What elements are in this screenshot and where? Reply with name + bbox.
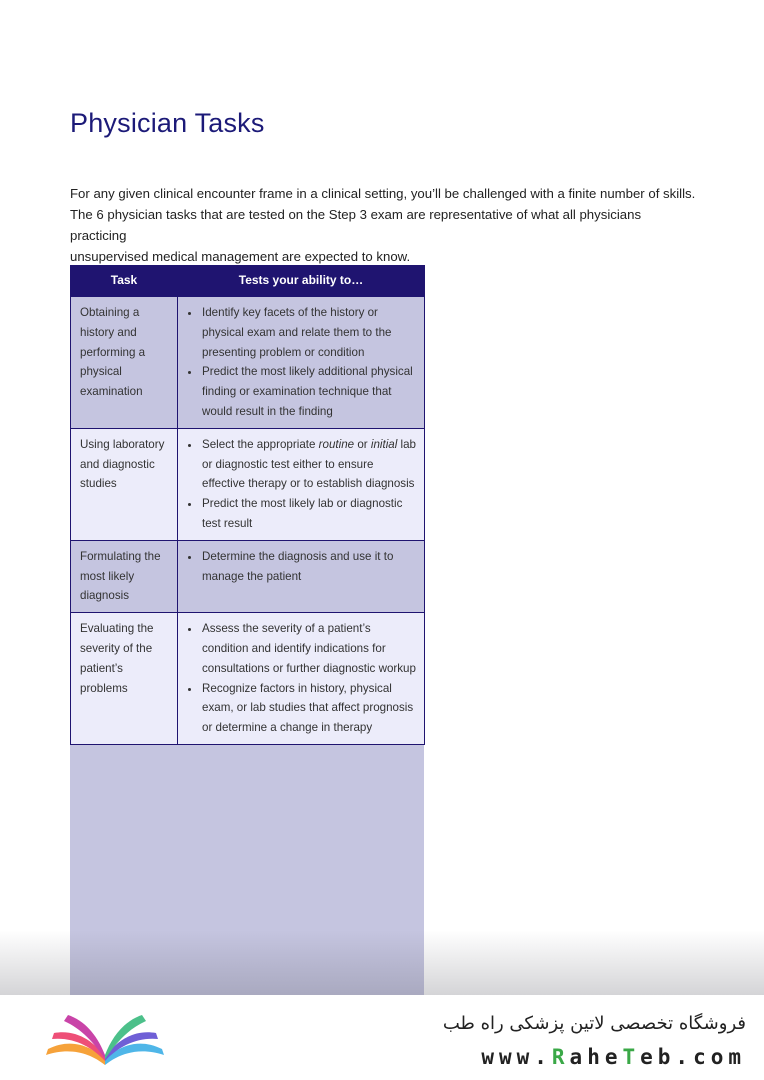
tests-cell <box>178 297 425 429</box>
intro-paragraph <box>70 183 700 267</box>
intro-line: The 6 physician tasks that are tested on the Step 3 exam are representative of what all physicians practicing <box>70 207 642 243</box>
table-row <box>71 540 425 612</box>
list-item: • Predict the most likely additional physical finding or examination technique that would result in the finding <box>201 362 418 421</box>
physician-tasks-table <box>70 265 425 745</box>
bullet-list <box>187 619 418 738</box>
task-cell: Obtaining a history and performing a physical examination <box>71 297 178 429</box>
emphasis-text: routine <box>318 437 355 451</box>
list-item: • Assess the severity of a patient’s condition and identify indications for consultations or further diagnostic workup <box>201 619 418 678</box>
bullet-list <box>187 547 418 587</box>
intro-line: For any given clinical encounter frame in a clinical setting, you’ll be challenged with a finite number of skills. <box>70 186 696 201</box>
shop-name-text: فروشگاه تخصصی لاتین پزشکی راه طب <box>442 1013 746 1034</box>
table-row <box>71 428 425 540</box>
list-item-text: or <box>354 437 371 451</box>
website-url[interactable] <box>481 1045 746 1069</box>
tests-cell <box>178 613 425 745</box>
table-row <box>71 297 425 429</box>
page-title: Physician Tasks <box>70 108 265 138</box>
footer-shadow <box>0 930 764 1000</box>
list-item-text: Select the appropriate <box>202 437 319 451</box>
column-header-task: Task <box>71 266 178 297</box>
open-book-logo-icon <box>42 1007 168 1069</box>
table-row <box>71 613 425 745</box>
url-part: eb.com <box>640 1045 746 1069</box>
url-part: ahe <box>569 1045 623 1069</box>
list-item: • Predict the most likely lab or diagnostic test result <box>201 494 418 534</box>
list-item <box>201 435 418 494</box>
column-header-tests: Tests your ability to… <box>178 266 425 297</box>
tests-cell <box>178 540 425 612</box>
footer-banner <box>0 995 764 1080</box>
bullet-list <box>187 303 418 422</box>
tests-cell <box>178 428 425 540</box>
table-header-row <box>71 266 425 297</box>
intro-line: unsupervised medical management are expected to know. <box>70 249 411 264</box>
task-cell: Evaluating the severity of the patient’s problems <box>71 613 178 745</box>
list-item: • Recognize factors in history, physical exam, or lab studies that affect prognosis or determine a change in therapy <box>201 679 418 738</box>
task-cell: Formulating the most likely diagnosis <box>71 540 178 612</box>
list-item: • Determine the diagnosis and use it to manage the patient <box>201 547 418 587</box>
list-item: • Identify key facets of the history or physical exam and relate them to the presenting problem or condition <box>201 303 418 362</box>
emphasis-text: initial <box>370 437 398 451</box>
list-item-text: lab or diagnostic test either to ensure effective therapy or to establish diagnosis <box>202 437 417 491</box>
url-part: www. <box>481 1045 552 1069</box>
url-part-accent: R <box>551 1045 570 1069</box>
bullet-list <box>187 435 418 534</box>
url-part-accent: T <box>622 1045 641 1069</box>
task-cell: Using laboratory and diagnostic studies <box>71 428 178 540</box>
